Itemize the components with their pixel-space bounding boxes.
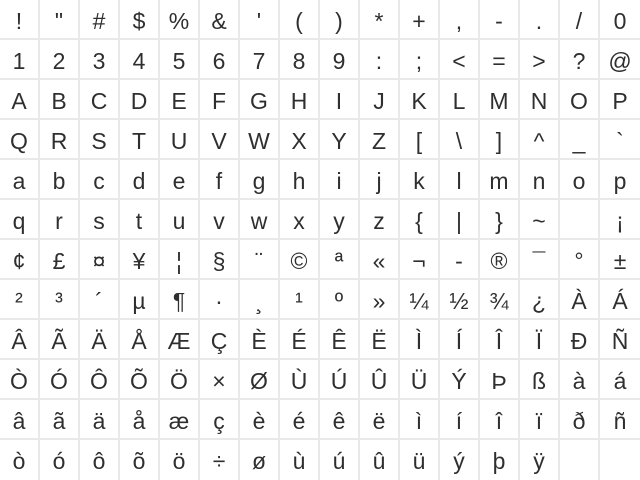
glyph-cell[interactable]: ½ [440,280,480,320]
glyph-cell[interactable]: â [0,400,40,440]
glyph-cell[interactable]: ï [520,400,560,440]
glyph-cell[interactable]: t [120,200,160,240]
glyph-cell[interactable]: ³ [40,280,80,320]
glyph-cell[interactable]: í [440,400,480,440]
glyph-cell[interactable]: = [480,40,520,80]
glyph-cell[interactable]: [ [400,120,440,160]
glyph-cell[interactable]: ÿ [520,440,560,480]
glyph-cell[interactable]: £ [40,240,80,280]
glyph-cell[interactable]: þ [480,440,520,480]
glyph-cell[interactable]: v [200,200,240,240]
glyph-cell[interactable]: _ [560,120,600,160]
glyph-cell[interactable]: s [80,200,120,240]
glyph-cell[interactable]: ´ [80,280,120,320]
glyph-cell[interactable]: ù [280,440,320,480]
glyph-cell[interactable]: Ü [400,360,440,400]
glyph-cell[interactable]: Ú [320,360,360,400]
glyph-cell[interactable]: o [560,160,600,200]
glyph-cell[interactable]: D [120,80,160,120]
glyph-cell[interactable]: 2 [40,40,80,80]
glyph-cell[interactable]: l [440,160,480,200]
glyph-cell[interactable]: ú [320,440,360,480]
glyph-cell[interactable]: Á [600,280,640,320]
glyph-cell[interactable]: X [280,120,320,160]
glyph-cell[interactable]: × [200,360,240,400]
glyph-cell[interactable]: Õ [120,360,160,400]
glyph-cell[interactable]: Y [320,120,360,160]
glyph-cell[interactable]: Ï [520,320,560,360]
glyph-cell[interactable]: + [400,0,440,40]
glyph-cell[interactable]: S [80,120,120,160]
glyph-cell[interactable]: à [560,360,600,400]
glyph-cell[interactable]: Ø [240,360,280,400]
glyph-cell[interactable]: g [240,160,280,200]
glyph-cell[interactable]: æ [160,400,200,440]
glyph-cell[interactable]: ã [40,400,80,440]
glyph-cell[interactable]: ÷ [200,440,240,480]
glyph-cell[interactable]: Ó [40,360,80,400]
glyph-cell[interactable]: G [240,80,280,120]
glyph-cell[interactable]: ~ [520,200,560,240]
glyph-cell[interactable]: R [40,120,80,160]
glyph-cell[interactable]: Z [360,120,400,160]
glyph-cell[interactable]: ( [280,0,320,40]
glyph-cell[interactable]: ç [200,400,240,440]
glyph-cell[interactable]: Ã [40,320,80,360]
glyph-cell[interactable]: - [480,0,520,40]
glyph-cell[interactable]: Ù [280,360,320,400]
empty-glyph-cell [560,200,600,240]
glyph-cell[interactable]: b [40,160,80,200]
glyph-cell[interactable]: À [560,280,600,320]
glyph-cell[interactable]: A [0,80,40,120]
glyph-cell[interactable]: ¡ [600,200,640,240]
glyph-cell[interactable]: ^ [520,120,560,160]
glyph-cell[interactable]: P [600,80,640,120]
glyph-cell[interactable]: ø [240,440,280,480]
glyph-cell[interactable]: W [240,120,280,160]
glyph-cell[interactable]: | [440,200,480,240]
glyph-cell[interactable]: ß [520,360,560,400]
glyph-cell[interactable]: > [520,40,560,80]
glyph-cell[interactable]: » [360,280,400,320]
glyph-cell[interactable]: * [360,0,400,40]
glyph-cell[interactable]: ë [360,400,400,440]
glyph-cell[interactable]: ! [0,0,40,40]
glyph-cell[interactable]: i [320,160,360,200]
glyph-cell[interactable]: ; [400,40,440,80]
glyph-cell[interactable]: á [600,360,640,400]
glyph-cell[interactable]: É [280,320,320,360]
glyph-cell[interactable]: · [200,280,240,320]
glyph-cell[interactable]: / [560,0,600,40]
glyph-cell[interactable]: § [200,240,240,280]
glyph-cell[interactable]: F [200,80,240,120]
glyph-cell[interactable]: H [280,80,320,120]
glyph-cell[interactable]: õ [120,440,160,480]
glyph-cell[interactable]: y [320,200,360,240]
glyph-cell[interactable]: ° [560,240,600,280]
glyph-cell[interactable]: u [160,200,200,240]
glyph-cell[interactable]: k [400,160,440,200]
glyph-cell[interactable]: J [360,80,400,120]
glyph-cell[interactable]: T [120,120,160,160]
glyph-cell[interactable]: O [560,80,600,120]
glyph-cell[interactable]: è [240,400,280,440]
glyph-cell[interactable]: - [440,240,480,280]
glyph-cell[interactable]: n [520,160,560,200]
glyph-cell[interactable]: : [360,40,400,80]
glyph-cell[interactable]: ² [0,280,40,320]
glyph-cell[interactable]: ¶ [160,280,200,320]
glyph-cell[interactable]: Ö [160,360,200,400]
glyph-cell[interactable]: Æ [160,320,200,360]
glyph-cell[interactable]: Ò [0,360,40,400]
glyph-cell[interactable]: ¹ [280,280,320,320]
glyph-cell[interactable]: é [280,400,320,440]
glyph-cell[interactable]: @ [600,40,640,80]
glyph-cell[interactable]: 3 [80,40,120,80]
glyph-cell[interactable]: Ç [200,320,240,360]
glyph-cell[interactable]: Î [480,320,520,360]
glyph-cell[interactable]: Ô [80,360,120,400]
glyph-cell[interactable]: ¸ [240,280,280,320]
glyph-cell[interactable]: « [360,240,400,280]
glyph-cell[interactable]: c [80,160,120,200]
glyph-cell[interactable]: ¤ [80,240,120,280]
glyph-cell[interactable]: V [200,120,240,160]
glyph-cell[interactable]: Û [360,360,400,400]
glyph-cell[interactable]: ] [480,120,520,160]
glyph-cell[interactable]: ì [400,400,440,440]
glyph-cell[interactable]: \ [440,120,480,160]
glyph-cell[interactable]: º [320,280,360,320]
glyph-cell[interactable]: Í [440,320,480,360]
glyph-cell[interactable]: Ð [560,320,600,360]
glyph-cell[interactable]: 4 [120,40,160,80]
glyph-cell[interactable]: 5 [160,40,200,80]
glyph-cell[interactable]: ¨ [240,240,280,280]
glyph-cell[interactable]: B [40,80,80,120]
glyph-cell[interactable]: h [280,160,320,200]
glyph-cell[interactable]: ¾ [480,280,520,320]
glyph-cell[interactable]: ñ [600,400,640,440]
glyph-cell[interactable]: Å [120,320,160,360]
glyph-cell[interactable]: j [360,160,400,200]
glyph-cell[interactable]: C [80,80,120,120]
glyph-cell[interactable]: Ì [400,320,440,360]
glyph-cell[interactable]: q [0,200,40,240]
glyph-cell[interactable]: 6 [200,40,240,80]
glyph-cell[interactable]: ä [80,400,120,440]
glyph-cell[interactable]: U [160,120,200,160]
glyph-cell[interactable]: " [40,0,80,40]
glyph-cell[interactable]: Q [0,120,40,160]
glyph-cell[interactable]: ± [600,240,640,280]
glyph-cell[interactable]: E [160,80,200,120]
glyph-cell[interactable]: ' [240,0,280,40]
glyph-cell[interactable]: Ë [360,320,400,360]
glyph-cell[interactable]: r [40,200,80,240]
glyph-cell[interactable]: ` [600,120,640,160]
glyph-cell[interactable]: w [240,200,280,240]
glyph-cell[interactable]: m [480,160,520,200]
glyph-cell[interactable]: ¥ [120,240,160,280]
empty-glyph-cell [560,440,600,480]
glyph-cell[interactable]: ¿ [520,280,560,320]
glyph-cell[interactable]: I [320,80,360,120]
empty-glyph-cell [600,440,640,480]
glyph-cell[interactable]: È [240,320,280,360]
glyph-cell[interactable]: 0 [600,0,640,40]
glyph-cell[interactable]: . [520,0,560,40]
glyph-cell[interactable]: ¢ [0,240,40,280]
glyph-cell[interactable]: < [440,40,480,80]
glyph-cell[interactable]: { [400,200,440,240]
glyph-cell[interactable]: ¼ [400,280,440,320]
glyph-cell[interactable]: Ê [320,320,360,360]
glyph-cell[interactable]: ê [320,400,360,440]
glyph-cell[interactable]: ª [320,240,360,280]
glyph-cell[interactable]: 1 [0,40,40,80]
glyph-cell[interactable]: Â [0,320,40,360]
glyph-cell[interactable]: a [0,160,40,200]
glyph-cell[interactable]: z [360,200,400,240]
glyph-cell[interactable]: Þ [480,360,520,400]
glyph-cell[interactable]: x [280,200,320,240]
glyph-cell[interactable]: © [280,240,320,280]
glyph-cell[interactable]: ¯ [520,240,560,280]
glyph-cell[interactable]: î [480,400,520,440]
glyph-cell[interactable]: ¬ [400,240,440,280]
glyph-cell[interactable]: M [480,80,520,120]
glyph-cell[interactable]: ó [40,440,80,480]
glyph-cell[interactable]: & [200,0,240,40]
glyph-cell[interactable]: 7 [240,40,280,80]
glyph-cell[interactable]: Ñ [600,320,640,360]
glyph-cell[interactable]: ý [440,440,480,480]
glyph-cell[interactable]: µ [120,280,160,320]
glyph-cell[interactable]: ö [160,440,200,480]
glyph-cell[interactable]: ? [560,40,600,80]
glyph-cell[interactable]: å [120,400,160,440]
glyph-cell[interactable]: , [440,0,480,40]
glyph-cell[interactable]: # [80,0,120,40]
glyph-cell[interactable]: ò [0,440,40,480]
glyph-cell[interactable]: d [120,160,160,200]
glyph-cell[interactable]: ® [480,240,520,280]
glyph-cell[interactable]: K [400,80,440,120]
glyph-cell[interactable]: ) [320,0,360,40]
glyph-cell[interactable]: $ [120,0,160,40]
glyph-cell[interactable]: û [360,440,400,480]
glyph-cell[interactable]: e [160,160,200,200]
glyph-cell[interactable]: p [600,160,640,200]
glyph-cell[interactable]: N [520,80,560,120]
glyph-cell[interactable]: ¦ [160,240,200,280]
glyph-cell[interactable]: Ä [80,320,120,360]
glyph-cell[interactable]: } [480,200,520,240]
glyph-cell[interactable]: 9 [320,40,360,80]
glyph-cell[interactable]: ô [80,440,120,480]
glyph-cell[interactable]: Ý [440,360,480,400]
glyph-cell[interactable]: f [200,160,240,200]
glyph-cell[interactable]: ð [560,400,600,440]
glyph-cell[interactable]: ü [400,440,440,480]
glyph-cell[interactable]: % [160,0,200,40]
glyph-cell[interactable]: 8 [280,40,320,80]
glyph-cell[interactable]: L [440,80,480,120]
